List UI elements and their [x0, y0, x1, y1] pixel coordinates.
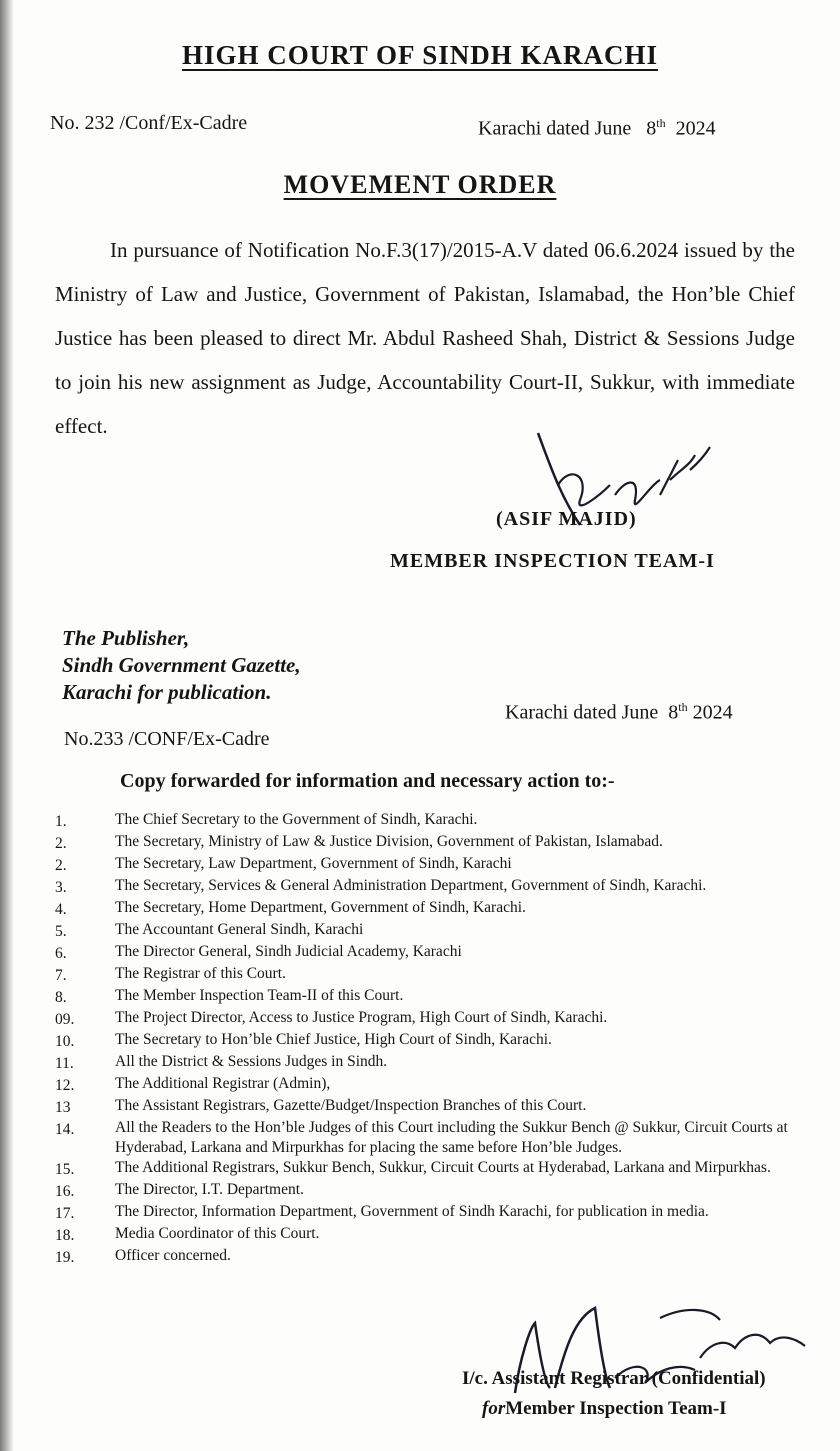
recipient-item [55, 986, 795, 1008]
recipient-number: 13 [55, 1099, 71, 1116]
recipient-item [55, 832, 795, 854]
order-body: In pursuance of Notification No.F.3(17)/2015-A.V dated 06.6.2024 issued by the Ministry of Law and Justice, Government of Pakistan, Islamabad, the Hon’ble Chief Justice has been pleased to direct Mr. Abdul Rasheed Shah, District & Sessions Judge to join his new assignment as Judge, Accountability Court-II, Sukkur, with immediate effect. [55, 238, 795, 438]
recipient-item [55, 1180, 795, 1202]
date-prefix: Karachi dated June [478, 117, 632, 140]
signatory-designation: MEMBER INSPECTION TEAM-I [390, 550, 715, 572]
recipient-text: The Accountant General Sindh, Karachi [115, 921, 364, 938]
recipient-item [55, 1030, 795, 1052]
court-title: HIGH COURT OF SINDH KARACHI [181, 40, 659, 70]
recipient-text: All the Readers to the Hon’ble Judges of this Court including the Sukkur Bench @ Sukkur, Circuit Courts at Hyderabad, Larkana and Mirpurkhas for placing the same before Hon’ble Judges. [115, 1119, 788, 1156]
recipient-number: 7. [55, 967, 67, 984]
publisher-line-1: The Publisher, [62, 626, 190, 650]
recipient-number: 09. [55, 1011, 75, 1028]
recipient-item [55, 1118, 795, 1158]
order-title: MOVEMENT ORDER [283, 170, 557, 199]
date-year: 2024 [692, 701, 733, 724]
recipient-text: The Additional Registrars, Sukkur Bench, Sukkur, Circuit Courts at Hyderabad, Larkana and Mirpurkhas. [115, 1159, 771, 1176]
recipient-item [55, 876, 795, 898]
recipient-item [55, 1202, 795, 1224]
for-designation: Member Inspection Team-I [505, 1398, 727, 1419]
recipient-text: The Secretary to Hon’ble Chief Justice, High Court of Sindh, Karachi. [115, 1031, 552, 1048]
recipient-item [55, 854, 795, 876]
recipient-text: The Director General, Sindh Judicial Academy, Karachi [115, 943, 462, 960]
recipient-text: The Additional Registrar (Admin), [115, 1075, 331, 1092]
date-day: 8 [646, 117, 657, 140]
recipient-text: The Project Director, Access to Justice Program, High Court of Sindh, Karachi. [115, 1009, 608, 1026]
recipient-text: Officer concerned. [115, 1247, 231, 1264]
recipient-number: 14. [55, 1121, 75, 1138]
publisher-address [62, 625, 301, 706]
recipient-item [55, 1008, 795, 1030]
recipient-text: The Member Inspection Team-II of this Court. [115, 987, 404, 1004]
recipient-text: The Secretary, Services & General Administration Department, Government of Sindh, Karachi. [115, 877, 707, 894]
recipient-number: 16. [55, 1183, 75, 1200]
date-suffix: th [678, 700, 688, 714]
for-prefix: for [482, 1398, 506, 1419]
date-year: 2024 [675, 117, 716, 140]
recipient-number: 18. [55, 1227, 75, 1244]
issue-date [478, 116, 716, 141]
date-suffix: th [656, 116, 666, 130]
recipient-number: 5. [55, 923, 67, 940]
recipient-text: The Chief Secretary to the Government of Sindh, Karachi. [115, 811, 478, 828]
recipient-text: The Assistant Registrars, Gazette/Budget/Inspection Branches of this Court. [115, 1097, 587, 1114]
recipient-item [55, 920, 795, 942]
publisher-line-2: Sindh Government Gazette, [62, 653, 301, 677]
publisher-line-3: Karachi for publication. [62, 680, 272, 704]
handwritten-signature-2 [495, 1298, 825, 1408]
signatory-name: (ASIF MAJID) [496, 508, 637, 530]
date-day: 8 [668, 701, 679, 724]
recipient-text: The Secretary, Law Department, Government of Sindh, Karachi [115, 855, 512, 872]
second-issue-date [505, 700, 733, 725]
recipient-text: The Director, Information Department, Government of Sindh Karachi, for publication in media. [115, 1203, 709, 1220]
recipient-number: 10. [55, 1033, 75, 1050]
reference-number: No. 232 /Conf/Ex-Cadre [50, 112, 248, 134]
second-reference-number: No.233 /CONF/Ex-Cadre [64, 728, 270, 750]
recipient-text: Media Coordinator of this Court. [115, 1225, 320, 1242]
recipient-number: 11. [55, 1055, 74, 1072]
recipient-number: 3. [55, 879, 67, 896]
recipient-number: 19. [55, 1249, 75, 1266]
recipient-number: 2. [55, 857, 67, 874]
recipient-item [55, 1246, 795, 1268]
date-prefix: Karachi dated June [505, 701, 659, 724]
recipient-text: The Secretary, Ministry of Law & Justice Division, Government of Pakistan, Islamabad. [115, 833, 663, 850]
scan-edge-shadow [0, 0, 14, 1451]
recipient-number: 17. [55, 1205, 75, 1222]
recipient-item [55, 1052, 795, 1074]
recipient-number: 8. [55, 989, 67, 1006]
recipient-item [55, 1224, 795, 1246]
recipient-item [55, 1096, 795, 1118]
recipient-number: 1. [55, 813, 67, 830]
recipient-text: The Registrar of this Court. [115, 965, 286, 982]
recipient-text: The Director, I.T. Department. [115, 1181, 304, 1198]
recipient-number: 2. [55, 835, 67, 852]
recipient-number: 4. [55, 901, 67, 918]
recipient-item [55, 898, 795, 920]
footer-signatory-line-2 [482, 1398, 727, 1420]
recipient-number: 6. [55, 945, 67, 962]
recipient-item [55, 1158, 795, 1180]
recipient-number: 12. [55, 1077, 75, 1094]
recipient-number: 15. [55, 1161, 75, 1178]
recipient-text: The Secretary, Home Department, Government of Sindh, Karachi. [115, 899, 526, 916]
copy-forwarded-heading: Copy forwarded for information and necessary action to:- [120, 770, 615, 792]
footer-signatory-line-1: I/c. Assistant Registrar (Confidential) [462, 1368, 766, 1389]
recipient-item [55, 1074, 795, 1096]
recipient-item [55, 810, 795, 832]
recipient-text: All the District & Sessions Judges in Sindh. [115, 1053, 388, 1070]
recipient-item [55, 942, 795, 964]
recipient-list [55, 810, 795, 1268]
recipient-item [55, 964, 795, 986]
